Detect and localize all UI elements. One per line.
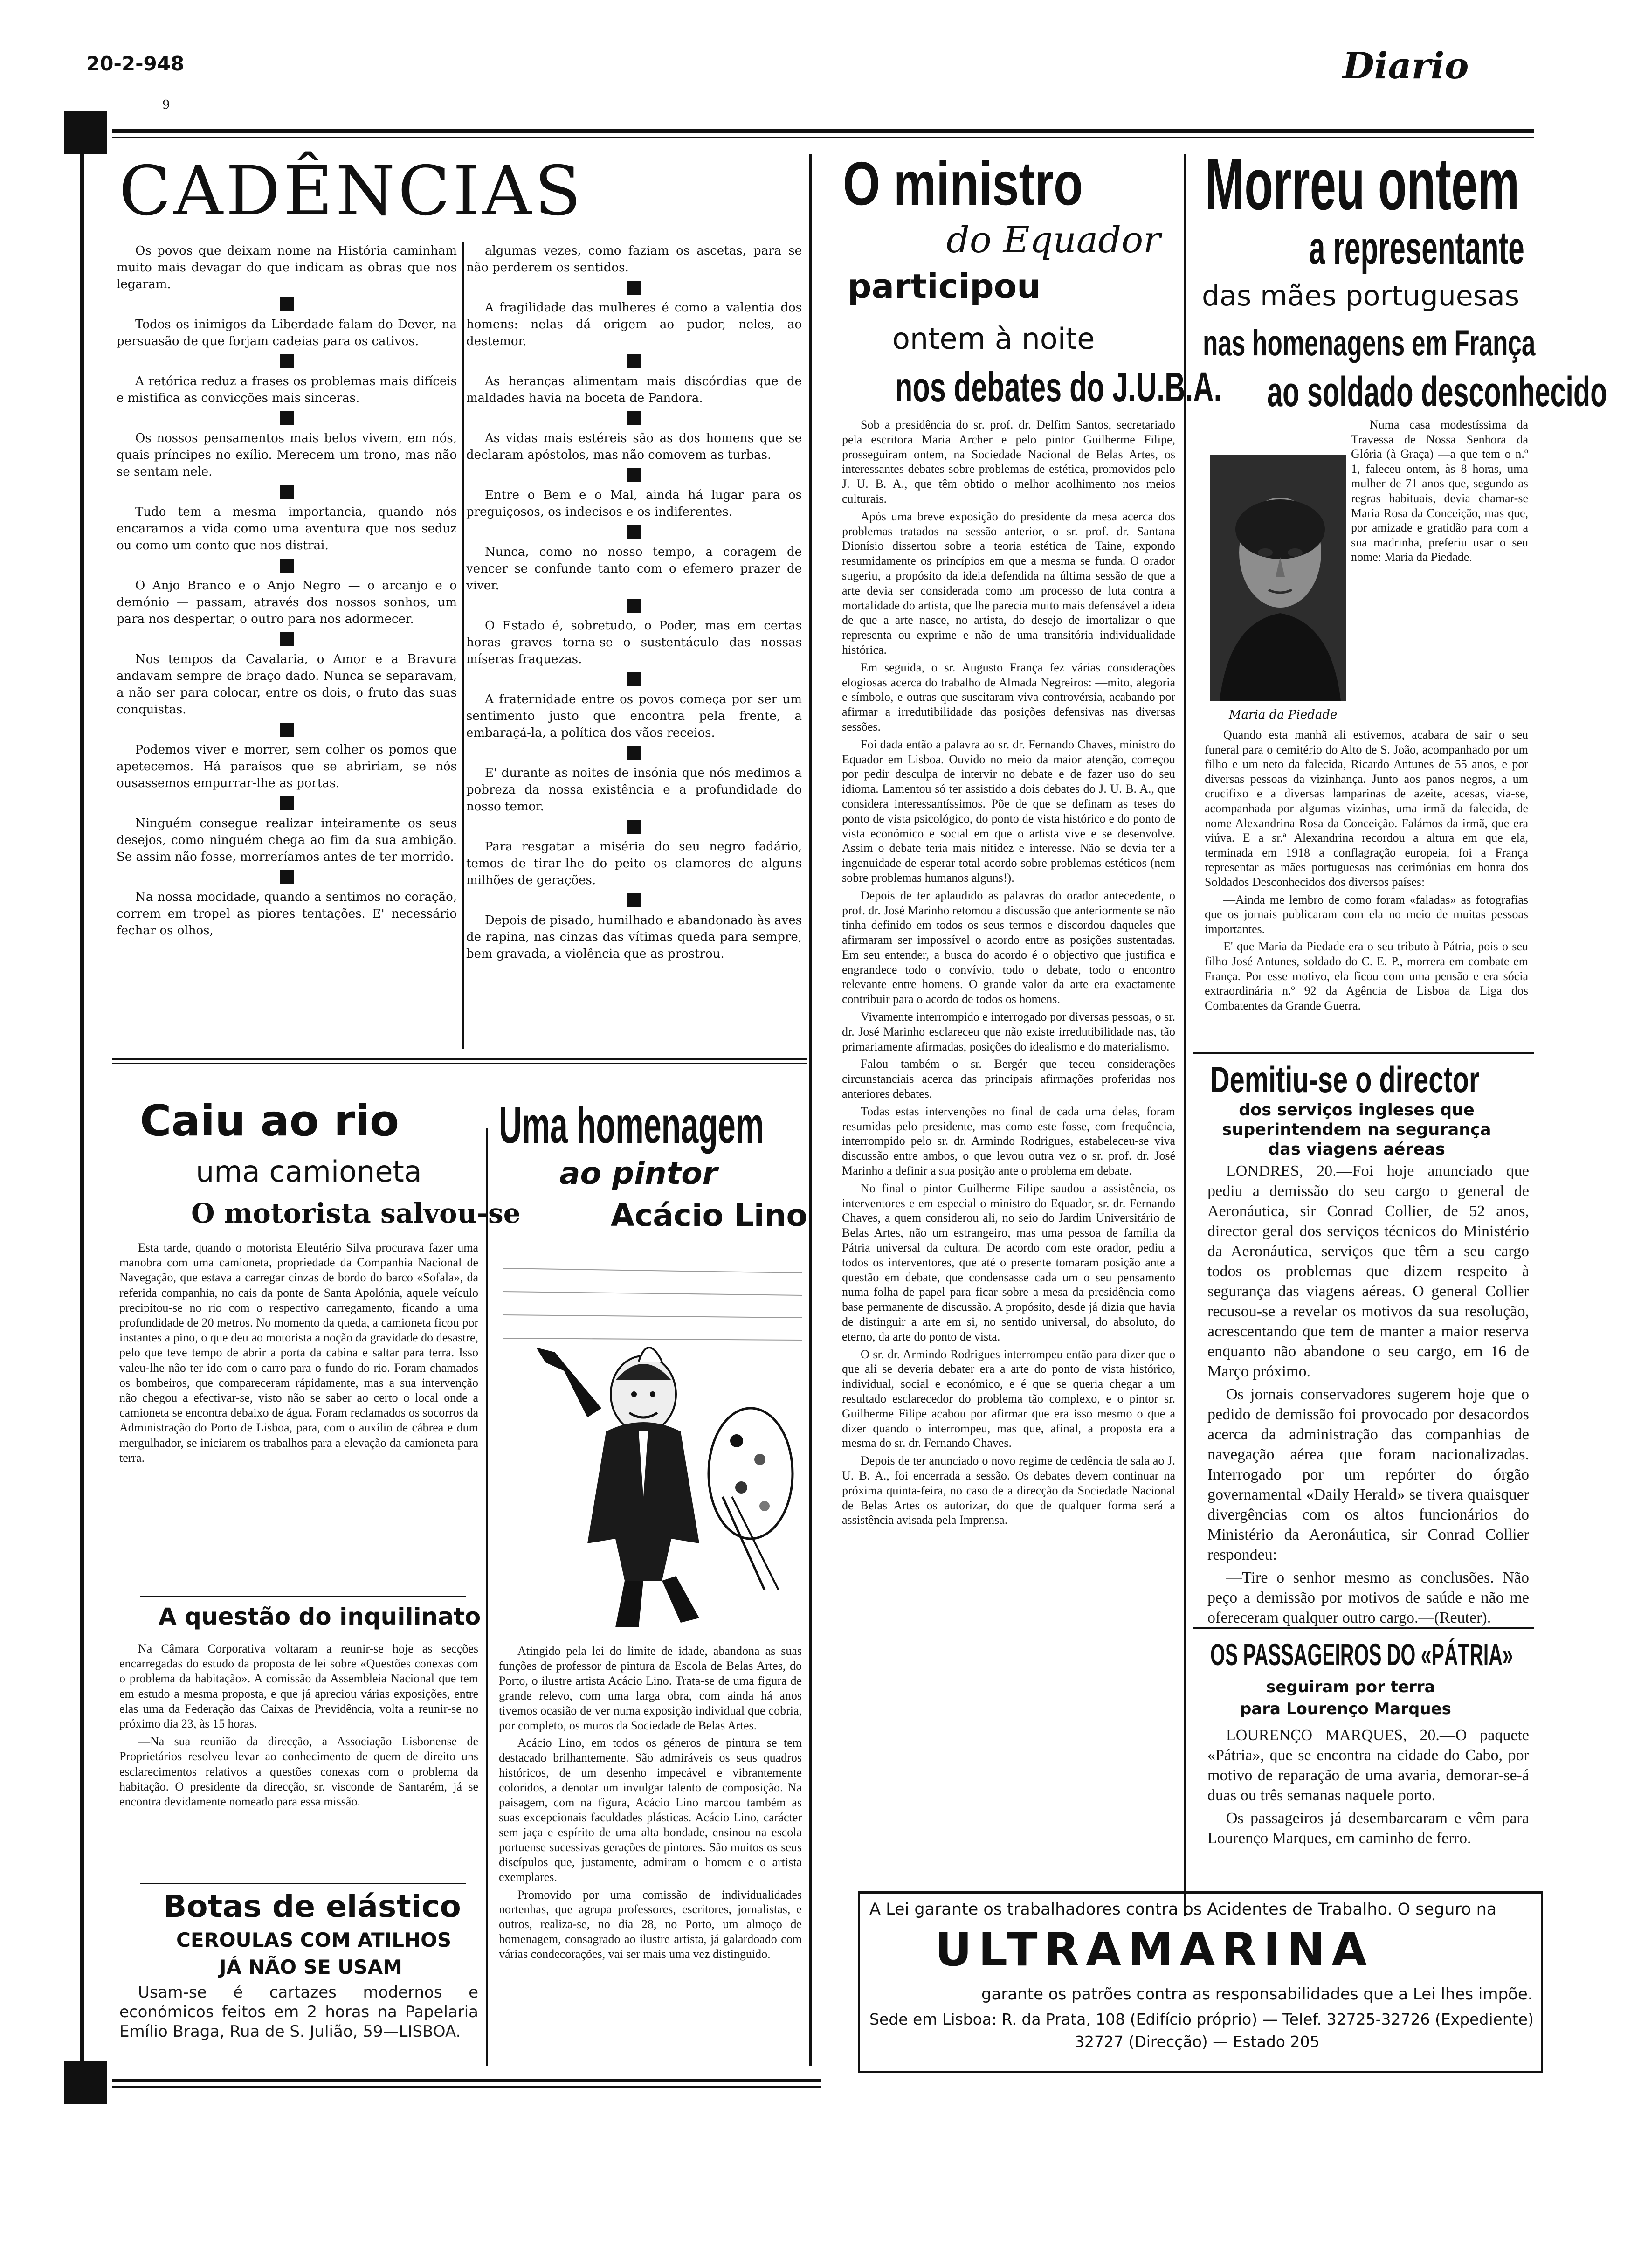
paragraph: Foi dada então a palavra ao sr. dr. Fernando Chaves, ministro do Equador em Lisboa. Ouvido no meio da maior atenção, começou por pedir desculpa de intervir no debate e de fazer uso do seu idioma. Lamentou só ter assistido a dois debates do J. U. B. A., que considera interessantíssimos. Põe de que se definam as teses do ponto de vista psicológico, do ponto de vista histórico e do ponto de vista económico e social em que o artista vive e se desenvolve. Assim o debate teria mais nitidez e interesse. Não se devia ter a ingenuidade de esperar total acordo sobre problemas estéticos (nem sobre problemas humanos alguns!). — [842, 737, 1175, 885]
passageiros-body — [1207, 1725, 1529, 1851]
portrait-photo — [1210, 455, 1346, 701]
inquilinato-headline: A questão do inquilinato — [159, 1603, 481, 1630]
cadencias-bottom-rule — [112, 1058, 807, 1060]
separator-square — [280, 796, 294, 810]
homenagem-headline-3: Acácio Lino — [611, 1197, 807, 1233]
maxim: Todos os inimigos da Liberdade falam do Dever, na persuasão de que forjam cadeias para os cativos. — [117, 318, 457, 348]
passageiros-subheadline-1: seguiram por terra — [1266, 1678, 1435, 1696]
page-date: 20-2-948 — [86, 52, 185, 75]
separator-square — [627, 468, 641, 482]
caiu-headline: Caiu ao rio — [140, 1096, 400, 1146]
maxim: As heranças alimentam mais discórdias que de maldades havia na boceta de Pandora. — [466, 374, 802, 405]
caiu-bottom-rule — [140, 1596, 466, 1597]
maxim: Nunca, como no nosso tempo, a coragem de vencer se confunde tanto com o efemero prazer de viver. — [466, 545, 802, 593]
maxim: Ninguém consegue realizar inteiramente os seus desejos, como ninguém chega ao fim da sua ambição. Se assim não fosse, morreríamos antes de ter morrido. — [117, 816, 457, 864]
separator-square — [280, 632, 294, 646]
column-rule-main — [809, 154, 812, 2066]
morreu-body-full — [1205, 727, 1528, 1016]
maxim: As vidas mais estéreis são as dos homens que se declaram apóstolos, mas não comovem as turbas. — [466, 431, 802, 462]
maxim: A fraternidade entre os povos começa por ser um sentimento justo que encontra pela frente, a embaraçá-la, a política dos vãos receios. — [466, 692, 802, 740]
inquilinato-bottom-rule — [140, 1883, 466, 1884]
separator-square — [627, 525, 641, 539]
botas-subheadline-1: CEROULAS COM ATILHOS — [176, 1929, 452, 1951]
paragraph: Em seguida, o sr. Augusto França fez várias considerações elogiosas acerca do trabalho de Almada Negreiros: —mito, alegoria e símbolo, e outras que suscitaram viva controvérsia, acabando por afirmar a irredutibilidade das posições defensivas nas diversas sessões. — [842, 660, 1175, 733]
caricature-illustration — [503, 1254, 802, 1641]
column-rule-lower — [486, 1128, 488, 2066]
paragraph: —Na sua reunião da direcção, a Associação Lisbonense de Proprietários resolveu levar ao conhecimento de quem de direito uns esclarecimentos relativos a questões conexas com o problema da habitação. O presidente da direcção, sr. visconde de Santarém, já se encontra devidamente nomeado para essa missão. — [119, 1735, 478, 1809]
morreu-bottom-rule — [1193, 1052, 1534, 1054]
morreu-body-wrap — [1351, 417, 1528, 567]
separator-square — [280, 297, 294, 311]
morreu-headline-5: ao soldado desconhecido — [1267, 369, 1607, 415]
paragraph: —Ainda me lembro de como foram «faladas» as fotografias que os jornais publicaram com ela no meio de muitas pessoas importantes. — [1205, 892, 1528, 936]
paragraph: Todas estas intervenções no final de cada uma delas, foram resumidas pelo presidente, mas como este fosse, com frequência, interrompido pelo sr. dr. Armindo Rodrigues, estabeleceu-se viva discussão entre ambos, o que levou outra vez o sr. prof. dr. José Marinho a definir a sua posição ante o problema em debate. — [842, 1104, 1175, 1178]
paragraph: Depois de ter aplaudido as palavras do orador antecedente, o prof. dr. José Marinho retomou a discussão que anteriormente se não tinha definido em todos os seus termos e discordou daqueles que afirmaram ser impossível o acordo entre as posições sustentadas. Em seu entender, a busca do acordo é o objectivo que justifica e engrandece todo o convívio, todo o debate, todo o encontro relevante entre homens. O grande valor da arte era exactamente contribuir para o acordo de todos os homens. — [842, 888, 1175, 1006]
maxim: Podemos viver e morrer, sem colher os pomos que apetecemos. Há paraísos que se abririam, se nós ousassemos empurrar-lhe as portas. — [117, 743, 457, 790]
separator-square — [627, 599, 641, 613]
separator-square — [627, 411, 641, 425]
paragraph: Os passageiros já desembarcaram e vêm para Lourenço Marques, em caminho de ferro. — [1207, 1810, 1529, 1847]
corner-block-top — [64, 111, 107, 154]
maxim: O Anjo Branco e o Anjo Negro — o arcanjo e o demónio — passam, através dos nossos sonhos, um para nos despertar, o outro para nos adormecer. — [117, 579, 457, 626]
ad-line-1: A Lei garante os trabalhadores contra os Acidentes de Trabalho. O seguro na — [869, 1900, 1497, 1919]
ultramarina-ad — [858, 1891, 1543, 2073]
paragraph: Esta tarde, quando o motorista Eleutério Silva procurava fazer uma manobra com uma camioneta, propriedade da Companhia Nacional de Navegação, que estava a carregar cinzas de bordo do barco «Sofala», da referida companhia, no cais da ponte de Santa Apolónia, aquele veículo precipitou-se no rio com o respectivo carregamento, ficando a uma profundidade de 20 metros. No momento da queda, a camioneta ficou por instantes a pino, o que deu ao motorista a noção da gravidade do desastre, pelo que teve tempo de abrir a porta da cabina e saltar para terra. Isso valeu-lhe não ter ido com o carro para o fundo do rio. Foram chamados os bombeiros, que compareceram rápidamente, mas a sua intervenção não chegou a efectivar-se, visto não se saber ao certo o local onde a camioneta se encontra debaixo de água. Foram reclamados os socorros da Administração do Porto de Lisboa, para, com o auxílio de cábrea e dum mergulhador, se iniciarem os trabalhos para a elevação da camioneta para terra. — [119, 1241, 478, 1465]
paragraph: Falou também o sr. Bergér que teceu considerações circunstanciais acerca das principais afirmações proferidas nos anteriores debates. — [842, 1057, 1175, 1101]
inquilinato-body — [119, 1641, 478, 1812]
demitiu-subheadline: dos serviços ingleses que superintendem na segurança das viagens aéreas — [1222, 1101, 1491, 1159]
paragraph: Atingido pela lei do limite de idade, abandona as suas funções de professor de pintura da Escola de Belas Artes, do Porto, o ilustre artista Acácio Lino. Trata-se de uma figura de grande relevo, com uma larga obra, com ainda há anos tivemos ocasião de ver numa exposição individual que cobria, por completo, os muros da Sociedade de Belas Artes. — [499, 1644, 802, 1732]
paragraph: Depois de ter anunciado o novo regime de cedência de sala ao J. U. B. A., foi encerrada a sessão. Os debates devem continuar na próxima quinta-feira, no caso de a direcção da Sociedade Nacional de Belas Artes os autorizar, do que de qualquer forma será a assistência avisada pela Imprensa. — [842, 1454, 1175, 1527]
maxim: Para resgatar a miséria do seu negro fadário, temos de tirar-lhe do peito os clamores de alguns milhões de gerações. — [466, 840, 802, 887]
separator-square — [627, 746, 641, 760]
maxim: Os nossos pensamentos mais belos vivem, em nós, quais príncipes no exílio. Merecem um trono, mas não se sentam nele. — [117, 431, 457, 479]
bottom-rule — [112, 2079, 820, 2082]
ad-line-3: Sede em Lisboa: R. da Prata, 108 (Edifício próprio) — Telef. 32725-32726 (Expediente) — [869, 2010, 1534, 2028]
caiu-subheadline-1: uma camioneta — [196, 1155, 422, 1189]
botas-subheadline-2: JÁ NÃO SE USAM — [219, 1956, 402, 1978]
paragraph: LOURENÇO MARQUES, 20.—O paquete «Pátria», que se encontra na cidade do Cabo, por motivo de reparação de uma avaria, demorar-se-á duas ou três semanas naquele porto. — [1207, 1727, 1529, 1804]
column-rule-right — [1184, 154, 1186, 1916]
masthead: Diario — [1343, 45, 1469, 87]
maxim: Os povos que deixam nome na História caminham muito mais devagar do que indicam as obras que nos legaram. — [117, 244, 457, 291]
separator-square — [280, 870, 294, 884]
cadencias-mid-rule — [462, 242, 464, 1049]
botas-body — [119, 1983, 478, 2044]
demitiu-body — [1207, 1161, 1529, 1631]
top-rule — [112, 129, 1534, 133]
ministro-headline-2: do Equador — [946, 219, 1161, 261]
morreu-headline-3: das mães portuguesas — [1202, 280, 1519, 312]
maxim: A fragilidade das mulheres é como a valentia dos homens: nelas dá origem ao pudor, neles, ao destemor. — [466, 301, 802, 348]
bottom-rule-thin — [112, 2086, 820, 2088]
maxim: A retórica reduz a frases os problemas mais difíceis e mistifica as convicções mais sinceras. — [117, 374, 457, 405]
demitiu-headline: Demitiu-se o director — [1210, 1059, 1480, 1100]
ministro-body — [842, 417, 1175, 1530]
paragraph: Numa casa modestíssima da Travessa de Nossa Senhora da Glória (à Graça) —a que tem o n.º 1, faleceu ontem, às 8 horas, uma mulher de 71 anos que, segundo as regras habituais, devia chamar-se Maria Rosa da Conceição, mas que, por amizade e gratidão para com a sua madrinha, preferiu usar o seu nome: Maria da Piedade. — [1351, 418, 1528, 564]
ad-line-2: garante os patrões contra as responsabilidades que a Lei lhes impõe. — [981, 1985, 1533, 2004]
cadencias-title: CADÊNCIAS — [119, 152, 584, 231]
caiu-body — [119, 1240, 478, 1468]
morreu-headline-2: a representante — [1309, 222, 1524, 274]
ministro-headline-5: nos debates do J.U.B.A. — [895, 364, 1222, 411]
maxim: Depois de pisado, humilhado e abandonado às aves de rapina, nas cinzas das vítimas queda para sempre, bem gravada, a violência que as prostrou. — [466, 913, 802, 961]
caiu-subheadline-2: O motorista salvou-se — [191, 1197, 521, 1229]
maxim: O Estado é, sobretudo, o Poder, mas em certas horas graves torna-se o sustentáculo das nossas míseras fraquezas. — [466, 619, 802, 666]
paragraph: Sob a presidência do sr. prof. dr. Delfim Santos, secretariado pela escritora Maria Archer e pelo pintor Guilherme Filipe, prosseguiram ontem, na Sociedade Nacional de Belas Artes, os interessantes debates sobre problemas de estética, promovidos pelo J. U. B. A., que têm obtido o melhor acolhimento nos meios culturais. — [842, 418, 1175, 505]
ministro-headline-4: ontem à noite — [892, 322, 1095, 356]
maxim: Tudo tem a mesma importancia, quando nós encaramos a vida como uma aventura que nos seduz ou como um conto que nos distrai. — [117, 505, 457, 553]
homenagem-headline-1: Uma homenagem — [499, 1097, 764, 1154]
homenagem-body — [499, 1644, 802, 1964]
paragraph: O sr. dr. Armindo Rodrigues interrompeu então para dizer que o que ali se deveria debater era a arte do ponto de vista histórico, individual, social e económico, e é que se queria chegar a um resultado esclarecedor do problema tão complexo, e o pintor sr. Guilherme Filipe acabou por afirmar que era isso mesmo o que a dizer quando o interrompeu, mas que, afinal, a proposta era a mesma do sr. dr. Fernando Chaves. — [842, 1347, 1175, 1450]
paragraph: Após uma breve exposição do presidente da mesa acerca dos problemas tratados na sessão anterior, o sr. prof. dr. Santana Dionísio dissertou sobre a teoria estética de Taine, expondo resumidamente os princípios em que a mesma se funda. O orador sugeriu, a propósito da ideia defendida na última sessão de que a arte devia ser considerada como um processo de luta contra a mortalidade do artista, que lhe parecia muito mais defensável a ideia de que a arte nasce, no artista, do desejo de imortalizar o que representa ou exprime e não de uma transitória individualidade histórica. — [842, 509, 1175, 657]
ministro-headline-1: O ministro — [843, 149, 1083, 218]
separator-square — [280, 723, 294, 737]
separator-square — [627, 893, 641, 907]
portrait-caption: Maria da Piedade — [1229, 708, 1338, 722]
paragraph: No final o pintor Guilherme Filipe saudou a assistência, os interventores e em especial o ministro do Equador, sr. dr. Fernando Chaves, a quem considerou ali, no seio do Jardim Universitário de Belas Artes, não um estrangeiro, mas uma pessoa de família da Pátria universal da cultura. De acordo com este orador, pediu a todos os interventores, que até o presente tomaram posição ante a questão em debate, que condensasse cada um o seu pensamento numa folha de papel para ficar sobre a mesa da presidência como base permanente de discussão. A propósito, desde já dizia que havia de distinguir a arte em si, no sentido universal, do absoluto, do eterno, da arte do ponto de vista. — [842, 1181, 1175, 1343]
ad-line-4: 32727 (Direcção) — Estado 205 — [1075, 2033, 1320, 2051]
paragraph: LONDRES, 20.—Foi hoje anunciado que pediu a demissão do seu cargo o general de Aeronáutica, sir Conrad Collier, de 52 anos, director geral dos serviços técnicos do Ministério da Aeronáutica, serviços que têm a seu cargo todos os problemas que dizem respeito à segurança das viagens aéreas. O general Collier recusou-se a revelar os motivos da sua resolução, acrescentando que tem de manter a maior reserva enquanto não abandone o seu cargo, em 16 de Março próximo. — [1207, 1162, 1529, 1380]
separator-square — [627, 281, 641, 295]
homenagem-headline-2: ao pintor — [559, 1155, 718, 1191]
paragraph: Acácio Lino, em todos os géneros de pintura se tem destacado brilhantemente. São admiráveis os seus quadros históricos, de um desenho impecável e vibrantemente coloridos, a denotar um invulgar talento de composição. Na paisagem, com na figura, Acácio Lino marcou também as suas excepcionais faculdades plásticas. Acácio Lino, carácter sem jaça e espírito de uma alta bondade, ensinou na escola portuense sucessivas gerações de pintores. São muitos os seus discípulos que, justamente, admiram o homem e o artista exemplares. — [499, 1736, 802, 1884]
corner-block-bottom — [64, 2061, 107, 2104]
cadencias-column-2 — [466, 242, 802, 964]
maxim: Entre o Bem e o Mal, ainda há lugar para os preguiçosos, os indecisos e os indiferentes. — [466, 488, 802, 519]
separator-square — [280, 559, 294, 573]
separator-square — [627, 820, 641, 834]
paragraph: —Tire o senhor mesmo as conclusões. Não peço a demissão por motivos de saúde e não me ofereceram qualquer outro cargo.—(Reuter). — [1207, 1569, 1529, 1626]
maxim: E' durante as noites de insónia que nós medimos a pobreza da nossa existência e a profundidade do nosso temor. — [466, 766, 802, 814]
paragraph: E' que Maria da Piedade era o seu tributo à Pátria, pois o seu filho José Antunes, soldado do C. E. P., morrera em combate em França. Por esse motivo, ela ficou com uma pensão e era sócia extraordinária n.º 92 da Agência de Lisboa da Liga dos Combatentes da Grande Guerra. — [1205, 940, 1528, 1012]
separator-square — [280, 411, 294, 425]
top-rule-thin — [112, 137, 1534, 138]
paragraph: Usam-se é cartazes modernos e económicos feitos em 2 horas na Papelaria Emílio Braga, Rua de S. Julião, 59—LISBOA. — [119, 1983, 478, 2041]
left-border — [80, 154, 84, 2061]
passageiros-subheadline-2: para Lourenço Marques — [1240, 1700, 1451, 1718]
separator-square — [280, 485, 294, 499]
ministro-headline-3: participou — [848, 267, 1041, 306]
botas-headline: Botas de elástico — [163, 1888, 461, 1924]
passageiros-headline: OS PASSAGEIROS DO «PÁTRIA» — [1210, 1637, 1513, 1672]
paragraph: Promovido por uma comissão de individualidades nortenhas, que agrupa professores, escritores, jornalistas, e outros, realiza-se, no dia 28, no Porto, um almoço de homenagem, consagrado ao ilustre artista, já galardoado com várias condecorações, vai ser mais uma vez distinguido. — [499, 1888, 802, 1961]
morreu-headline-4: nas homenagens em França — [1203, 322, 1536, 363]
cadencias-bottom-rule-2 — [112, 1063, 807, 1064]
paragraph: Na Câmara Corporativa voltaram a reunir-se hoje as secções encarregadas do estudo da proposta de lei sobre «Questões conexas com o problema da habitação». A comissão da Assembleia Nacional que tem em estudo a mesma proposta, e que já apreciou várias exposições, entre elas uma da Federação das Caixas de Previdência, volta a reunir-se no próximo dia 23, às 15 horas. — [119, 1642, 478, 1731]
demitiu-bottom-rule — [1193, 1627, 1534, 1629]
paragraph: Vivamente interrompido e interrogado por diversas pessoas, o sr. dr. José Marinho esclareceu que não existe irredutibilidade nas, tão primariamente afirmadas, posições do idealismo e do materialismo. — [842, 1010, 1175, 1053]
separator-square — [627, 354, 641, 368]
ad-brand: ULTRAMARINA — [935, 1923, 1374, 1977]
morreu-headline-1: Morreu ontem — [1205, 143, 1520, 225]
separator-square — [627, 672, 641, 686]
maxim: Nos tempos da Cavalaria, o Amor e a Bravura andavam sempre de braço dado. Nunca se separavam, a não ser para colocar, entre os dois, o fruto das suas conquistas. — [117, 652, 457, 717]
paragraph: Quando esta manhã ali estivemos, acabara de sair o seu funeral para o cemitério do Alto de S. João, acompanhado por um filho e um neto da falecida, Ricardo Antunes de 55 anos, e por diversas pessoas da vizinhança. Junto aos panos negros, a um crucifixo e a diversas lamparinas de azeite, acesas, via-se, acompanhada por algumas vizinhas, uma irmã da falecida, de nome Alexandrina Rosa da Conceição. Falámos da irmã, que era viúva. E a sr.ª Alexandrina recordou a altura em que ela, terminada em 1918 a conflagração europeia, foi a França representar as mães portuguesas nas cerimónias em honra dos Soldados Desconhecidos dos diversos países: — [1205, 728, 1528, 889]
maxim: algumas vezes, como faziam os ascetas, para se não perderem os sentidos. — [466, 244, 802, 275]
paragraph: Os jornais conservadores sugerem hoje que o pedido de demissão foi provocado por desacordos acerca da administração das companhias de navegação aérea que foram nacionalizadas. Interrogado por um repórter do órgão governamental «Daily Herald» se tivera quaisquer divergências com os altos funcionários do Ministério da Aeronáutica, sir Conrad Collier respondeu: — [1207, 1386, 1529, 1563]
separator-square — [280, 354, 294, 368]
page-mark: 9 — [162, 98, 170, 112]
cadencias-column-1 — [117, 242, 457, 941]
maxim: Na nossa mocidade, quando a sentimos no coração, correm em tropel as piores tentações. E' necessário fechar os olhos, — [117, 890, 457, 938]
